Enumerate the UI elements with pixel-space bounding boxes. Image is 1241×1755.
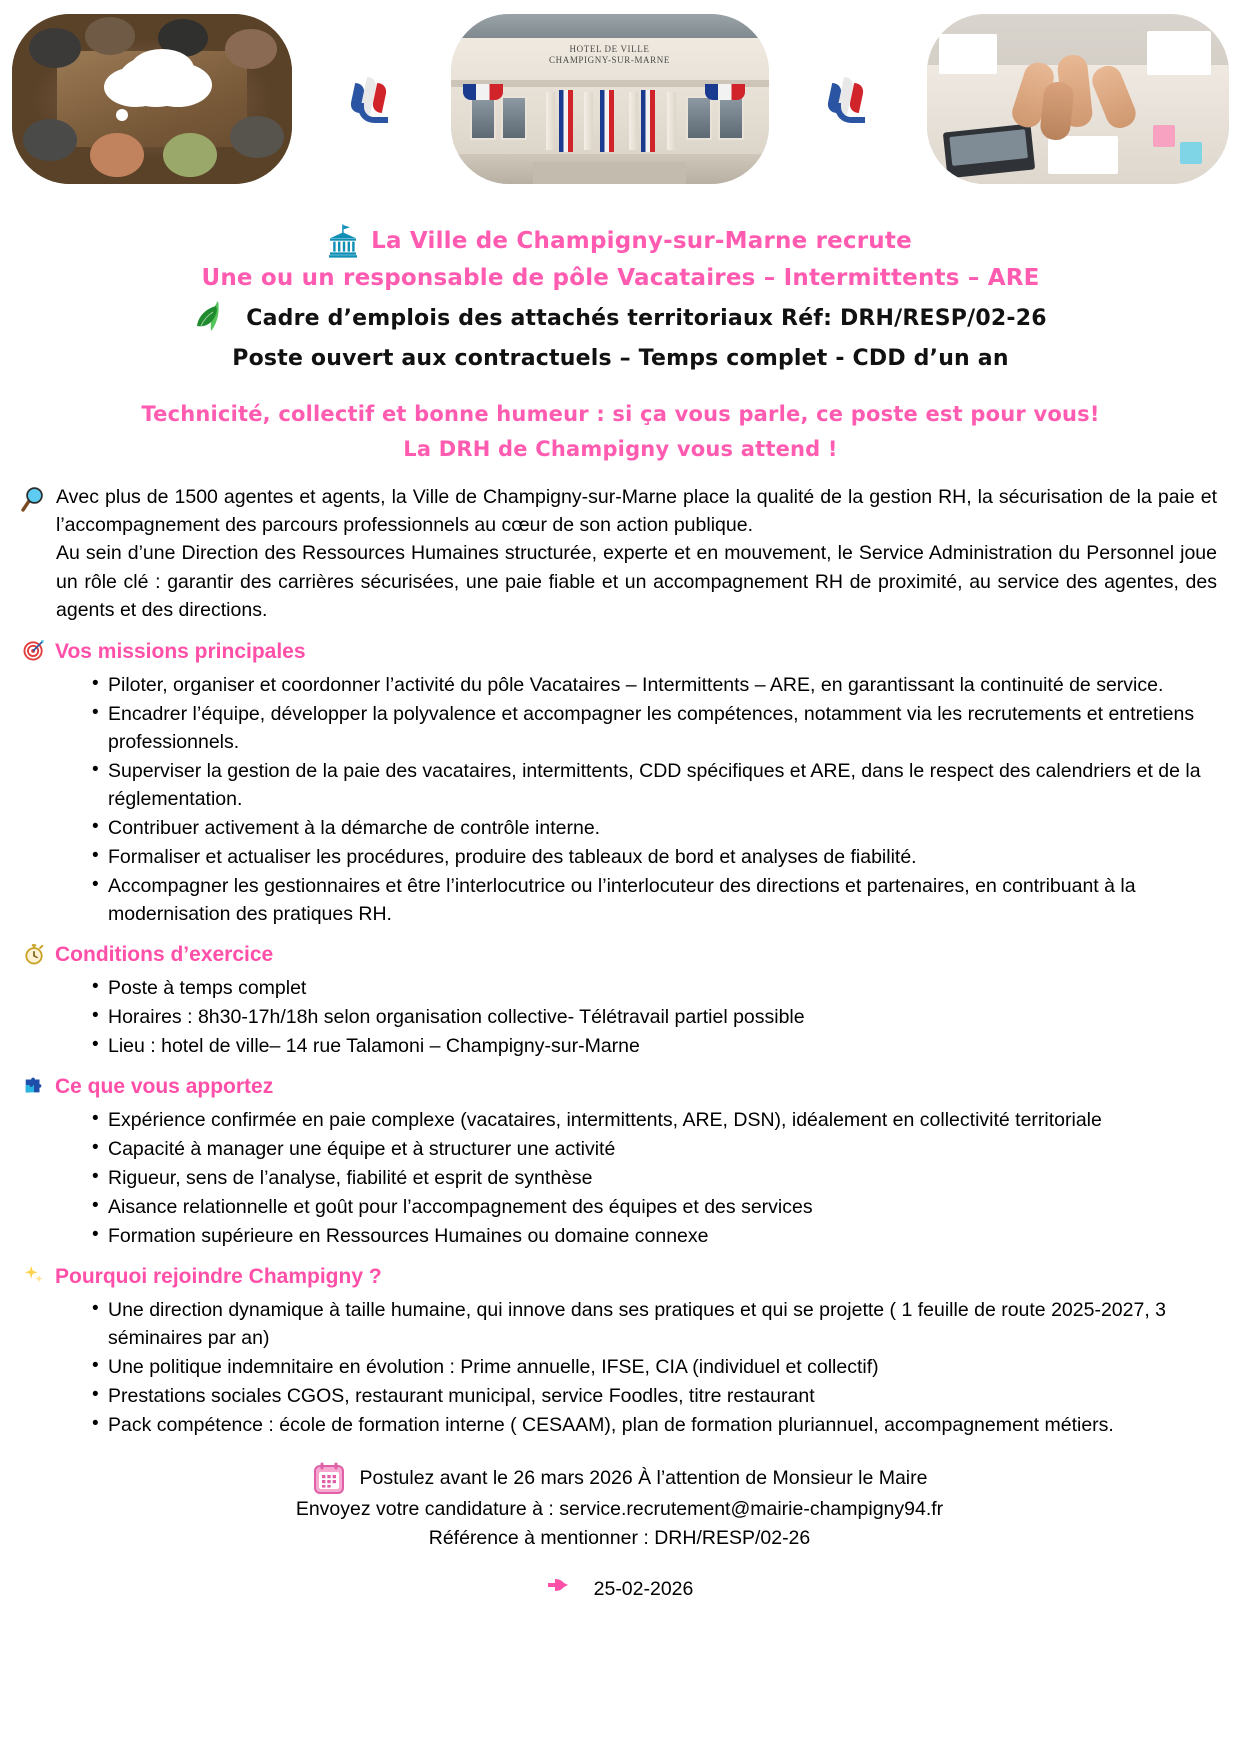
tagline-primary: Technicité, collectif et bonne humeur : si ça vous parle, ce poste est pour vous! [141, 401, 1100, 426]
section-profile-list [22, 1106, 1217, 1250]
list-item: • Formation supérieure en Ressources Humaines ou domaine connexe [94, 1222, 1217, 1250]
document-body [22, 483, 1217, 1605]
grade-reference: Cadre d’emplois des attachés territoriaux Réf: DRH/RESP/02-26 [246, 306, 1047, 332]
facade-inscription: HOTEL DE VILLE CHAMPIGNY-SUR-MARNE [549, 44, 670, 66]
section-conditions-title: Conditions d’exercice [55, 943, 274, 967]
list-item: • Aisance relationnelle et goût pour l’accompagnement des équipes et des services [94, 1193, 1217, 1221]
header-photo-strip [0, 0, 1241, 190]
list-item: • Pack compétence : école de formation interne ( CESAAM), plan de formation pluriannuel, accompagnement métiers. [94, 1411, 1217, 1439]
calendar-icon [312, 1461, 346, 1495]
contract-type: Poste ouvert aux contractuels – Temps complet - CDD d’un an [232, 345, 1009, 371]
thought-bubble-graphic [118, 55, 194, 107]
list-item: • Poste à temps complet [94, 974, 1217, 1002]
list-item: • Contribuer activement à la démarche de contrôle interne. [94, 814, 1217, 842]
photo-team-hands [927, 14, 1229, 184]
publication-date: 25-02-2026 [593, 1577, 694, 1600]
section-conditions [22, 940, 1217, 1060]
stopwatch-icon [22, 943, 46, 969]
intro-paragraphs [22, 483, 1217, 625]
leaf-icon [194, 300, 236, 338]
photo-hotel-de-ville [451, 14, 769, 184]
recruitment-headline-row [0, 224, 1241, 258]
section-why-join-list [22, 1296, 1217, 1439]
list-item: • Formaliser et actualiser les procédures, produire des tableaux de bord et analyses de fiabilité. [94, 843, 1217, 871]
section-profile-header [22, 1072, 1217, 1103]
list-item: • Une direction dynamique à taille humaine, qui innove dans ses pratiques et qui se projette ( 1 feuille de route 2025-2027, 3 séminaires par an) [94, 1296, 1217, 1352]
list-item: • Capacité à manager une équipe et à structurer une activité [94, 1135, 1217, 1163]
title-block [0, 224, 1241, 465]
list-item: • Encadrer l’équipe, développer la polyvalence et accompagner les compétences, notamment via les recrutements et entretiens professionnels. [94, 700, 1217, 756]
section-profile-title: Ce que vous apportez [55, 1075, 274, 1099]
section-missions [22, 637, 1217, 928]
job-title: Une ou un responsable de pôle Vacataires – Intermittents – ARE [201, 265, 1040, 291]
photo-meeting-table [12, 14, 292, 184]
email-line[interactable]: Envoyez votre candidature à : service.recrutement@mairie-champigny94.fr [295, 1498, 944, 1521]
section-missions-list [22, 671, 1217, 929]
section-missions-title: Vos missions principales [55, 639, 306, 663]
deadline-text: Postulez avant le 26 mars 2026 À l’attention de Monsieur le Maire [359, 1466, 928, 1489]
section-conditions-header [22, 940, 1217, 971]
pointing-hand-icon [546, 1574, 572, 1605]
puzzle-icon [22, 1074, 46, 1100]
magnifier-icon [20, 485, 48, 513]
application-footer [22, 1461, 1217, 1605]
list-item: • Lieu : hotel de ville– 14 rue Talamoni – Champigny-sur-Marne [94, 1032, 1217, 1060]
intro-paragraph-2: Au sein d’une Direction des Ressources Humaines structurée, experte et en mouvement, le Service Administration du Personnel joue un rôle clé : garantir des carrières sécurisées, une paie fiable et un accompagnement RH de proximité, au service des agentes, des agents et des directions. [56, 542, 1217, 622]
intro-paragraph-1: Avec plus de 1500 agentes et agents, la Ville de Champigny-sur-Marne place la qualité de la gestion RH, la sécurisation de la paie et l’accompagnement des parcours professionnels au cœur de son action publique. [56, 485, 1217, 536]
townhall-icon [329, 224, 359, 258]
list-item: • Accompagner les gestionnaires et être l’interlocutrice ou l’interlocuteur des directions et partenaires, en contribuant à la modernisation des pratiques RH. [94, 872, 1217, 928]
list-item: • Une politique indemnitaire en évolution : Prime annuelle, IFSE, CIA (individuel et collectif) [94, 1353, 1217, 1381]
list-item: • Superviser la gestion de la paie des vacataires, intermittents, CDD spécifiques et ARE, dans le respect des calendriers et de la réglementation. [94, 757, 1217, 813]
french-flag-swoosh-icon-left [348, 71, 394, 127]
section-why-join [22, 1262, 1217, 1439]
section-missions-header [22, 637, 1217, 668]
grade-reference-row [0, 300, 1241, 338]
list-item: • Horaires : 8h30-17h/18h selon organisation collective- Télétravail partiel possible [94, 1003, 1217, 1031]
list-item: • Prestations sociales CGOS, restaurant municipal, service Foodles, titre restaurant [94, 1382, 1217, 1410]
deadline-row [22, 1461, 1217, 1495]
french-flag-swoosh-icon-right [825, 71, 871, 127]
section-conditions-list [22, 974, 1217, 1060]
reference-line: Référence à mentionner : DRH/RESP/02-26 [428, 1527, 811, 1550]
list-item: • Expérience confirmée en paie complexe (vacataires, intermittents, ARE, DSN), idéalement en collectivité territoriale [94, 1106, 1217, 1134]
publication-date-row [22, 1574, 1217, 1605]
sparkles-icon [22, 1264, 46, 1290]
section-profile [22, 1072, 1217, 1250]
tagline-secondary: La DRH de Champigny vous attend ! [403, 436, 838, 461]
list-item: • Rigueur, sens de l’analyse, fiabilité et esprit de synthèse [94, 1164, 1217, 1192]
recruitment-headline: La Ville de Champigny-sur-Marne recrute [371, 227, 912, 254]
target-icon [22, 639, 46, 665]
list-item: • Piloter, organiser et coordonner l’activité du pôle Vacataires – Intermittents – ARE, en garantissant la continuité de service. [94, 671, 1217, 699]
section-why-join-title: Pourquoi rejoindre Champigny ? [55, 1265, 382, 1289]
section-why-join-header [22, 1262, 1217, 1293]
